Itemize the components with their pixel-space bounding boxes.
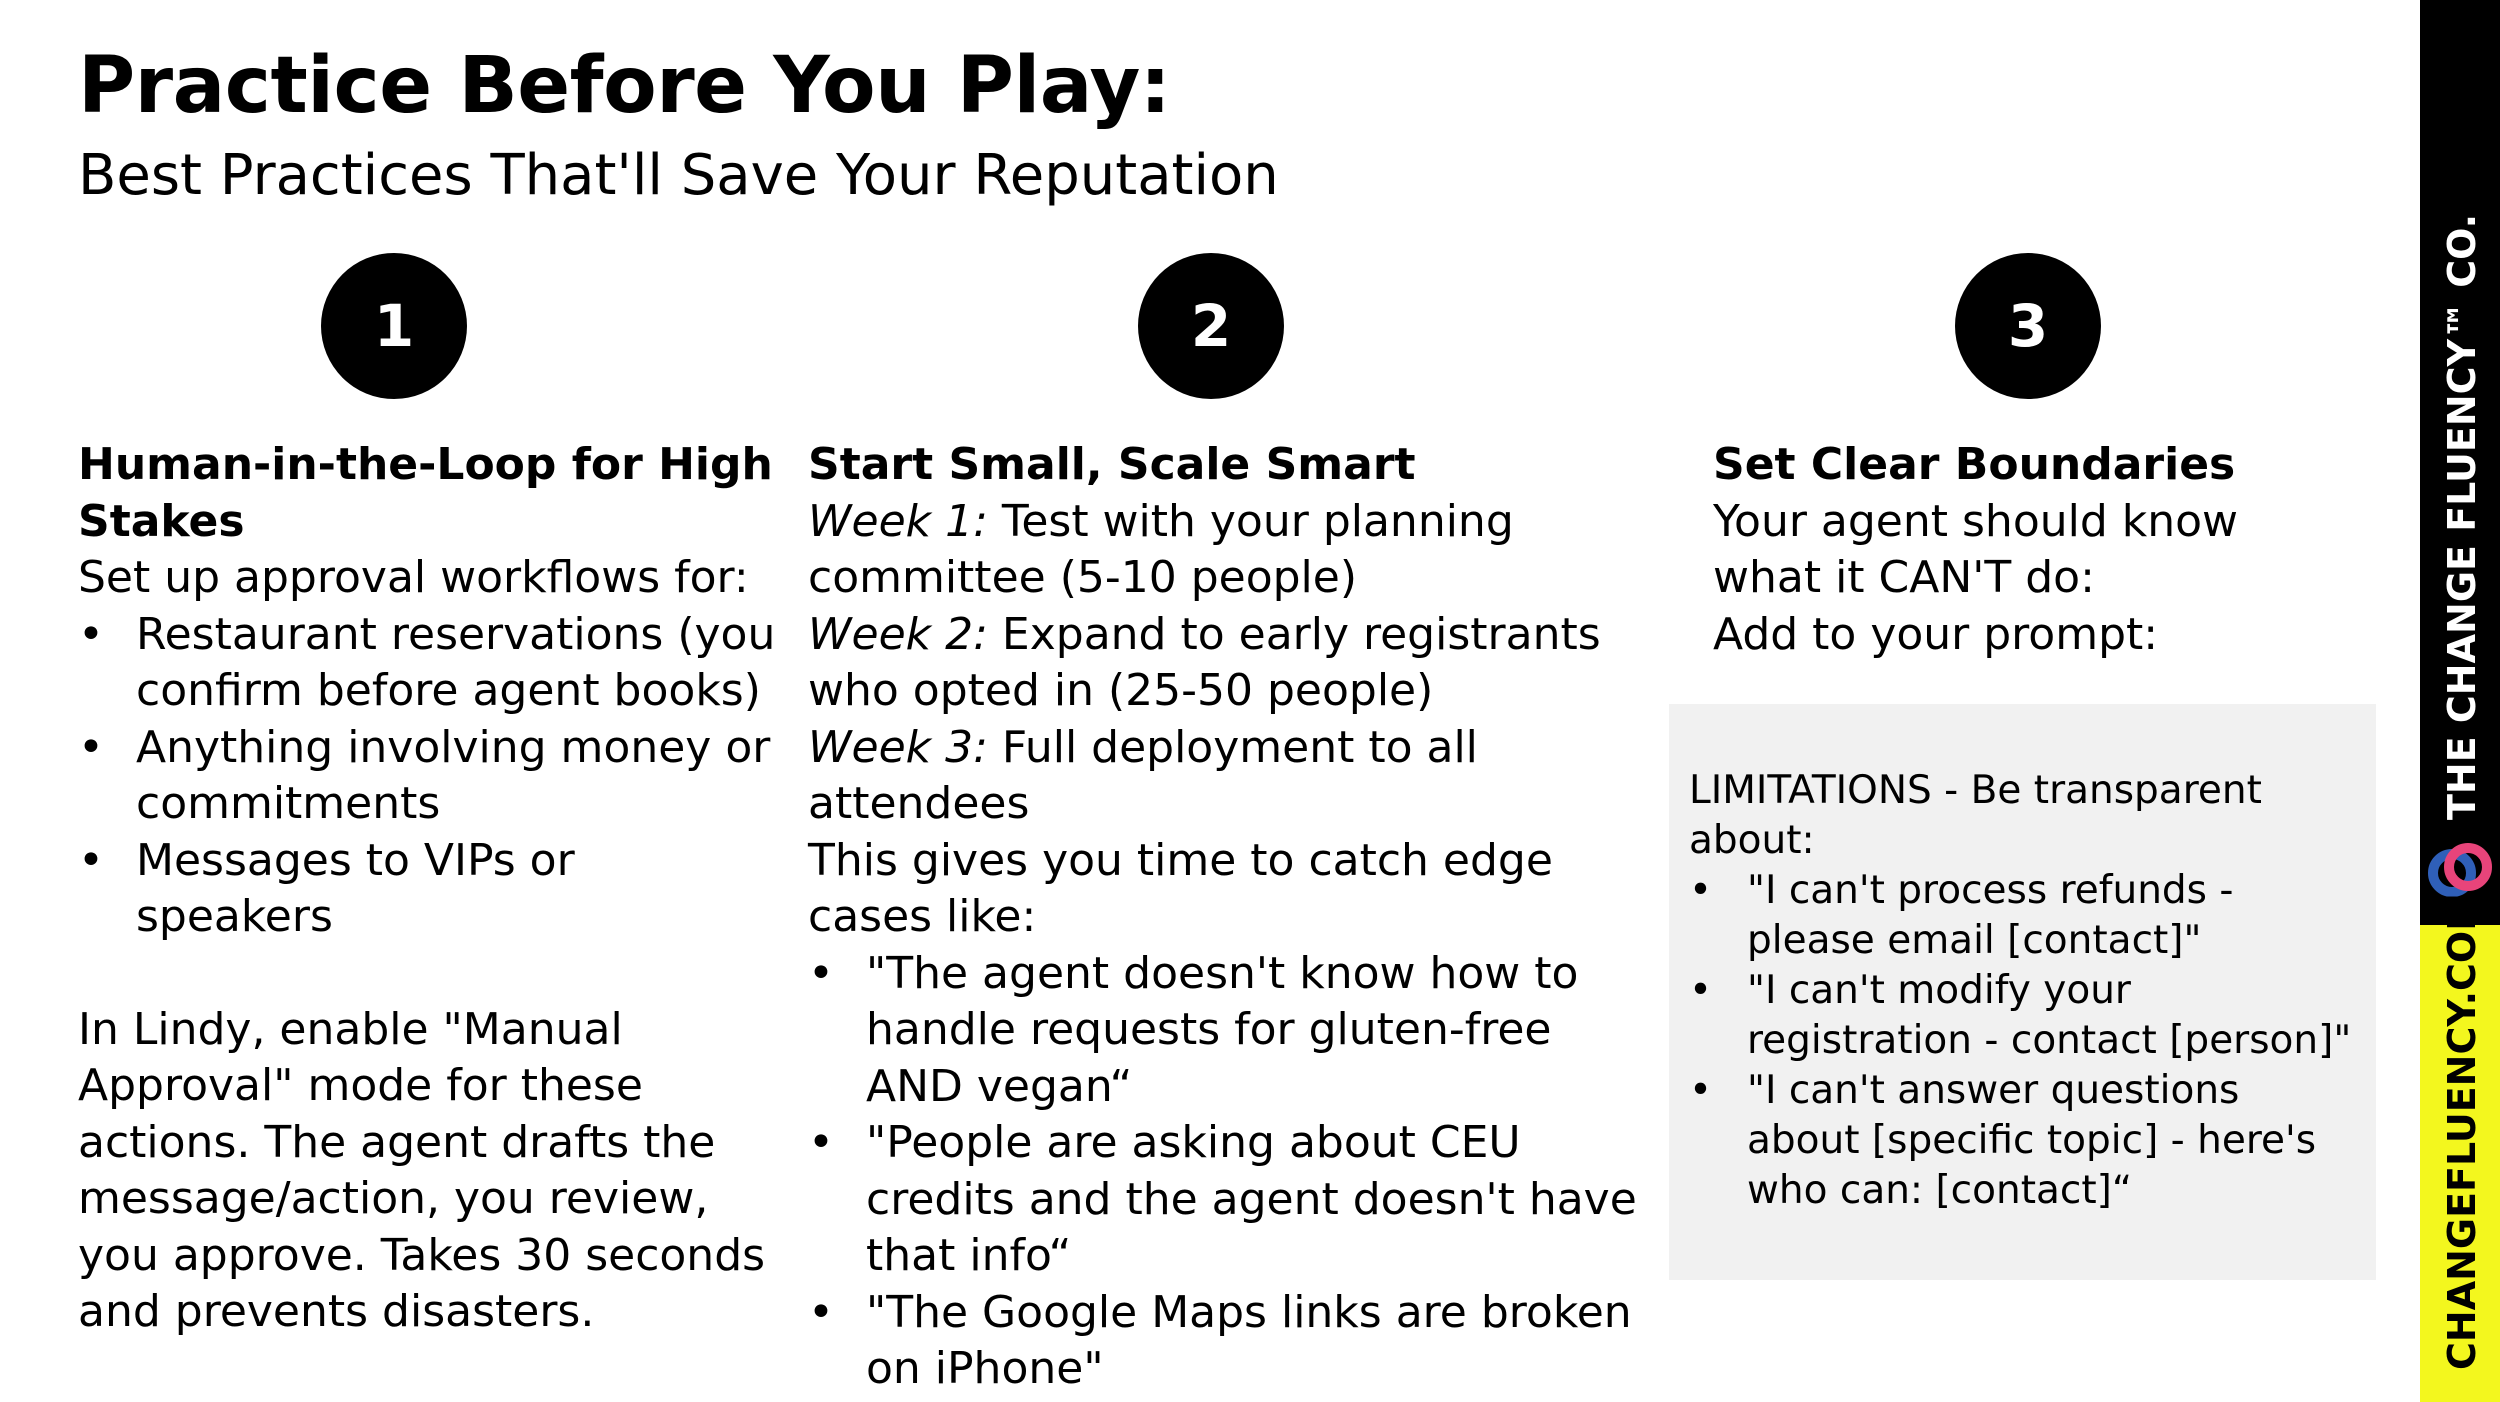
step-1-circle bbox=[321, 253, 467, 399]
column-line: Add to your prompt: bbox=[1713, 608, 2159, 660]
bullet-icon: • bbox=[1689, 1068, 1713, 1113]
column-intro: Set up approval workflows for: bbox=[78, 552, 749, 603]
list-item bbox=[78, 720, 778, 833]
brand-name: THE CHANGE FLUENCY™ CO. bbox=[2440, 213, 2484, 820]
bullet-icon: • bbox=[78, 834, 104, 886]
list-item-text: "The Google Maps links are broken on iPhone" bbox=[866, 1286, 1632, 1394]
bullet-icon: • bbox=[1689, 968, 1713, 1013]
approval-list bbox=[78, 607, 778, 946]
column-heading: Start Small, Scale Smart bbox=[808, 439, 1416, 490]
week-text: Expand to early registrants who opted in (25-50 people) bbox=[808, 608, 1601, 716]
bullet-icon: • bbox=[808, 947, 834, 999]
list-item bbox=[78, 833, 778, 946]
column-intro: This gives you time to catch edge cases like: bbox=[808, 834, 1553, 942]
limitations-heading: LIMITATIONS - Be transparent about: bbox=[1689, 768, 2262, 863]
week-line bbox=[808, 494, 1648, 607]
list-item bbox=[1689, 1066, 2356, 1216]
step-number: 1 bbox=[373, 292, 415, 360]
list-item-text: "I can't modify your registration - contact [person]" bbox=[1747, 968, 2352, 1063]
list-item-text: "People are asking about CEU credits and the agent doesn't have that info“ bbox=[866, 1117, 1637, 1281]
slide-subtitle: Best Practices That'll Save Your Reputation bbox=[78, 143, 1279, 208]
website-link[interactable]: CHANGEFLUENCY.COM bbox=[2440, 892, 2484, 1370]
list-item bbox=[808, 1115, 1648, 1285]
bullet-icon: • bbox=[1689, 868, 1713, 913]
list-item-text: Messages to VIPs or speakers bbox=[136, 834, 575, 942]
list-item-text: "The agent doesn't know how to handle requests for gluten-free AND vegan“ bbox=[866, 947, 1579, 1112]
column-start-small bbox=[808, 437, 1648, 1398]
column-line: Your agent should know bbox=[1713, 495, 2239, 547]
column-body: In Lindy, enable "Manual Approval" mode for these actions. The agent drafts the message/action, you review, you approve. Takes 30 seconds and prevents disasters. bbox=[78, 1003, 766, 1337]
list-item bbox=[1689, 866, 2356, 966]
bullet-icon: • bbox=[808, 1286, 834, 1338]
list-item bbox=[808, 1285, 1648, 1398]
week-label: Week 1: bbox=[808, 495, 988, 547]
column-heading: Human-in-the-Loop for High Stakes bbox=[78, 439, 773, 547]
list-item bbox=[1689, 966, 2356, 1066]
step-2-circle bbox=[1138, 253, 1284, 399]
edge-case-list bbox=[808, 946, 1648, 1398]
column-heading: Set Clear Boundaries bbox=[1713, 439, 2236, 490]
slide-title: Practice Before You Play: bbox=[78, 41, 1171, 131]
list-item-text: Anything involving money or commitments bbox=[136, 721, 771, 829]
column-boundaries bbox=[1713, 437, 2393, 663]
list-item bbox=[808, 946, 1648, 1116]
list-item-text: "I can't process refunds - please email [contact]" bbox=[1747, 868, 2234, 963]
column-human-in-loop bbox=[78, 437, 778, 1341]
list-item bbox=[78, 607, 778, 720]
step-number: 2 bbox=[1190, 292, 1232, 360]
limitations-box bbox=[1669, 704, 2376, 1280]
list-item-text: Restaurant reservations (you confirm before agent books) bbox=[136, 608, 776, 716]
week-text: Test with your planning committee (5-10 people) bbox=[808, 495, 1514, 603]
week-line bbox=[808, 607, 1648, 720]
week-label: Week 3: bbox=[808, 721, 988, 773]
column-line: what it CAN'T do: bbox=[1713, 552, 2095, 603]
step-number: 3 bbox=[2007, 292, 2049, 360]
week-label: Week 2: bbox=[808, 608, 988, 660]
week-text: Full deployment to all attendees bbox=[808, 721, 1478, 829]
bullet-icon: • bbox=[78, 608, 104, 660]
bullet-icon: • bbox=[78, 721, 104, 773]
step-3-circle bbox=[1955, 253, 2101, 399]
list-item-text: "I can't answer questions about [specific topic] - here's who can: [contact]“ bbox=[1747, 1068, 2317, 1213]
bullet-icon: • bbox=[808, 1117, 834, 1168]
spacer bbox=[78, 946, 778, 1002]
week-line bbox=[808, 720, 1648, 833]
limitations-list bbox=[1689, 866, 2356, 1216]
